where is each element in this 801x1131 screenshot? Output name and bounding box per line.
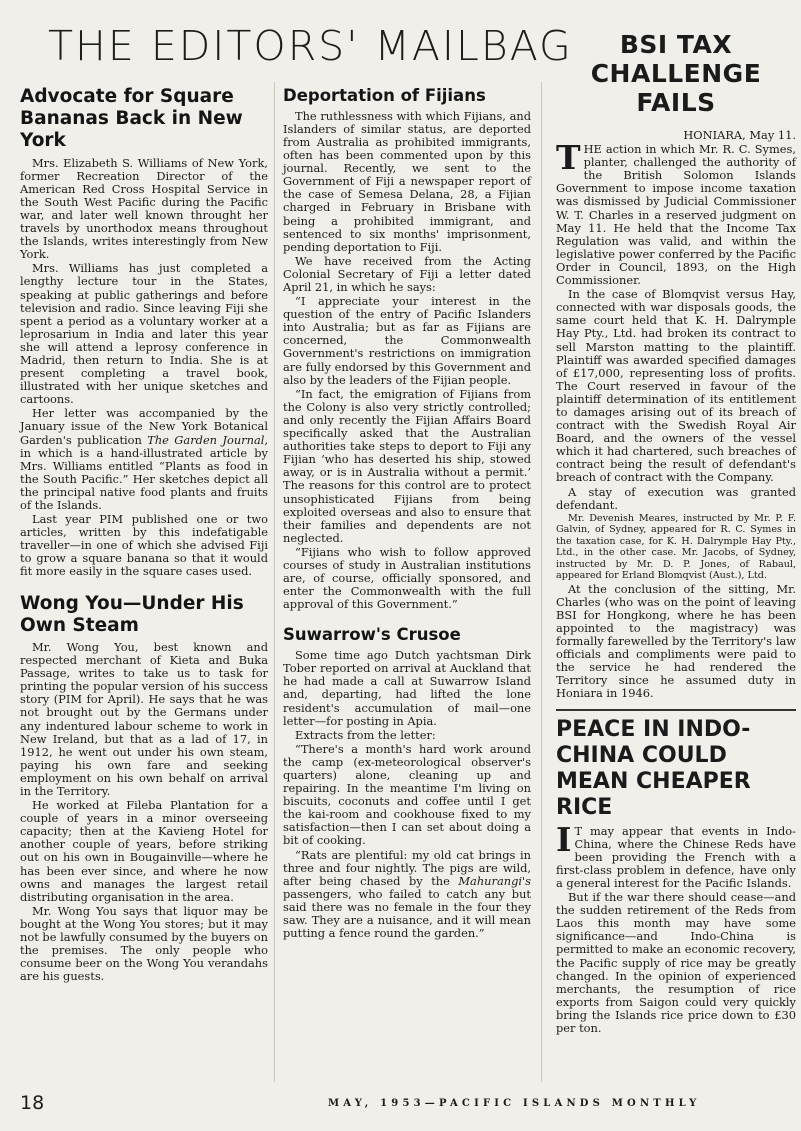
article-paragraph: At the conclusion of the sitting, Mr. Charles (who was on the point of leaving BSI for Hongkong, where he has been appointed to the magistracy) was formally farewelled by the Territory's law officials and compliments were paid to the service he had rendered the Territory since he assumed duty in Honiara in 1946.	[556, 581, 796, 701]
article-paragraph: Last year PIM published one or two articles, written by this indefatigable traveller—in one of which she advised Fiji to grow a square banana so that it would fit more easily in the square cases used.	[20, 512, 268, 579]
text-run: T may appear that events in Indo-China, where the Chinese Reds have been providing the French with a first-class problem in defence, have only a general interest for the Pacific Islands.	[556, 823, 796, 890]
article-title-square-bananas: Advocate for Square Bananas Back in New York	[20, 86, 243, 152]
counsel-note: Mr. Devenish Meares, instructed by Mr. P. F. Galvin, of Sydney, appeared for R. C. Symes in the taxation case, for K. H. Dalrymple Hay Pty., Ltd., in the other case. Mr. Jacobs, of Sydney, instructed by Mr. D. P. Jones, of Rabaul, appeared for Erland Blomqvist (Aust.), Ltd.	[556, 512, 796, 582]
text-run: “Rats are plentiful: my old cat brings in three and four nightly. The pigs are wild, after being chased by the	[283, 847, 531, 888]
column-middle	[283, 82, 531, 941]
article-paragraph: We have received from the Acting Colonial Secretary of Fiji a letter dated April 21, in which he says:	[283, 253, 531, 295]
article-paragraph: “Fijians who wish to follow approved courses of study in Australian institutions are, of course, officially sponsored, and enter the Commonwealth with the full approval of this Government.”	[283, 544, 531, 612]
article-paragraph	[556, 138, 796, 288]
text-run: passengers, who failed to catch any but said there was no female in the four they saw. They are a nuisance, and it will mean putting a fence round the garden.”	[283, 886, 531, 941]
article-paragraph: “There's a month's hard work around the camp (ex-meteorological observer's quarters) alone, cleaning up and repairing. In the meantime I'm living on biscuits, coconuts and coffee until I get the kai-room and cookhouse fixed to my satisfaction—then I can set about doing a bit of cooking.	[283, 741, 531, 848]
publication-line: MAY, 1953—PACIFIC ISLANDS MONTHLY	[328, 1098, 701, 1109]
article-paragraph: Mrs. Williams has just completed a lengthy lecture tour in the States, speaking at public gatherings and before television and radio. Since leaving Fiji she spent a period as a voluntary worker at a leprosarium in India and later this year she will attend a leprosy conference in Madrid, then return to India. She is at present completing a travel book, illustrated with her unique sketches and cartoons.	[20, 261, 268, 407]
column-right	[556, 30, 796, 1036]
page-footer	[0, 1092, 801, 1122]
page-number: 18	[20, 1092, 45, 1114]
column-divider	[541, 82, 542, 1082]
ship-name: Mahurangi's	[458, 873, 531, 888]
page-title: THE EDITORS' MAILBAG	[48, 22, 573, 70]
article-paragraph: A stay of execution was granted defendant.	[556, 484, 796, 512]
article-paragraph: The ruthlessness with which Fijians, and Islanders of similar status, are deported from Australia as prohibited immigrants, often has been commented upon by this journal. Recently, we sent to the Government of Fiji a newspaper report of the case of Semesa Delana, 28, a Fijian charged in February in Brisbane with being a prohibited immigrant, and sentenced to six months' imprisonment, pending deportation to Fiji.	[283, 108, 531, 254]
column-left	[20, 82, 268, 984]
text-run: HE action in which Mr. R. C. Symes, planter, challenged the authority of the British Solomon Islands Government to impose income taxation was dismissed by Judicial Commissioner W. T. Charles in a reserved judgment on May 11. He held that the Income Tax Regulation was valid, and within the legislative power conferred by the Pacific Order in Council, 1893, on the High Commissioner.	[556, 142, 796, 288]
dateline: HONIARA, May 11.	[683, 128, 796, 142]
article-title-crusoe: Suwarrow's Crusoe	[283, 625, 461, 645]
publication-title: The Garden Journal,	[147, 432, 268, 447]
drop-cap: T	[556, 138, 581, 178]
article-paragraph	[20, 407, 268, 512]
article-paragraph: Mrs. Elizabeth S. Williams of New York, former Recreation Director of the American Red Cross Hospital Service in the South West Pacific during the Pacific war, and later well known throught her travels by unorthodox means throughout the Islands, writes interestingly from New York.	[20, 155, 268, 262]
article-paragraph: Extracts from the letter:	[295, 727, 436, 742]
article-paragraph: But if the war there should cease—and the sudden retirement of the Reds from Laos this month may have some significance—and Indo-China is permitted to make an economic recovery, the Pacific supply of rice may be greatly changed. In the opinion of experienced merchants, the resumption of rice exports from Saigon could very quickly bring the Islands rice price down to £30 per ton.	[556, 890, 796, 1035]
article-paragraph	[556, 819, 796, 890]
section-rule	[556, 709, 796, 711]
article-paragraph	[283, 849, 531, 941]
article-title-fijians: Deportation of Fijians	[283, 86, 486, 105]
bsi-headline: BSI TAX CHALLENGE FAILS	[590, 30, 762, 117]
drop-cap: I	[556, 819, 572, 859]
article-paragraph: Mr. Wong You says that liquor may be bought at the Wong You stores; but it may not be lawfully consumed by the buyers on the premises. The only people who consume beer on the Wong You verandahs are his guests.	[20, 903, 268, 984]
column-divider	[274, 82, 275, 1082]
article-paragraph: He worked at Fileba Plantation for a couple of years in a minor overseeing capacity; then at the Kavieng Hotel for another couple of years, before striking out on his own in Bougainville—where he has been ever since, and where he now owns and manages the largest retail distributing organisation in the area.	[20, 798, 268, 904]
article-paragraph: Some time ago Dutch yachtsman Dirk Tober reported on arrival at Auckland that he had made a call at Suwarrow Island and, departing, had lifted the lone resident's accumulation of mail—one letter—for posting in Apia.	[283, 648, 531, 728]
text-run: Her letter was accompanied by the January issue of the New York Botanical Garden's publication	[20, 406, 268, 447]
article-title-wong-you: Wong You—Under His Own Steam	[20, 592, 244, 636]
article-paragraph: “In fact, the emigration of Fijians from the Colony is also very strictly controlled; and only recently the Fijian Affairs Board specifically asked that the Australian authorities take steps to deport to Fiji any Fijian ‘who has deserted his ship, stowed away, or is in Australia without a permit.’ The reasons for this control are to protect unsophisticated Fijians from being exploited overseas and also to ensure that their families and dependents are not neglected.	[283, 386, 531, 545]
text-run: in which is a hand-illustrated article by Mrs. Williams entitled “Plants as food in the South Pacific.” Her sketches depict all the principal native food plants and fruits of the Islands.	[20, 445, 268, 512]
article-title-rice: PEACE IN INDO-CHINA COULD MEAN CHEAPER RICE	[556, 716, 751, 820]
article-paragraph: “I appreciate your interest in the question of the entry of Pacific Islanders into Australia; but as far as Fijians are concerned, the Commonwealth Government's restrictions on immigration are fully endorsed by this Government and also by the leaders of the Fijian people.	[283, 294, 531, 387]
article-paragraph: Mr. Wong You, best known and respected merchant of Kieta and Buka Passage, writes to take us to task for printing the popular version of his success story (PIM for April). He says that he was not brought out by the Germans under any indentured labour scheme to work in New Ireland, but that as a lad of 17, in 1912, he went out under his own steam, paying his own fare and seeking employment on his own behalf on arrival in the Territory.	[20, 639, 268, 798]
article-paragraph: In the case of Blomqvist versus Hay, connected with war disposals goods, the same court held that K. H. Dalrymple Hay Pty., Ltd. had broken its contract to sell Marston matting to the plaintiff. Plaintiff was awarded specified damages of £17,000, representing loss of profits. The Court reserved in favour of the plaintiff determination of its entitlement to damages arising out of its breach of contract with the Swedish Royal Air Board, and the owners of the vessel which it had chartered, such breaches of contract being the result of defendant's breach of contract with the Company.	[556, 287, 796, 485]
